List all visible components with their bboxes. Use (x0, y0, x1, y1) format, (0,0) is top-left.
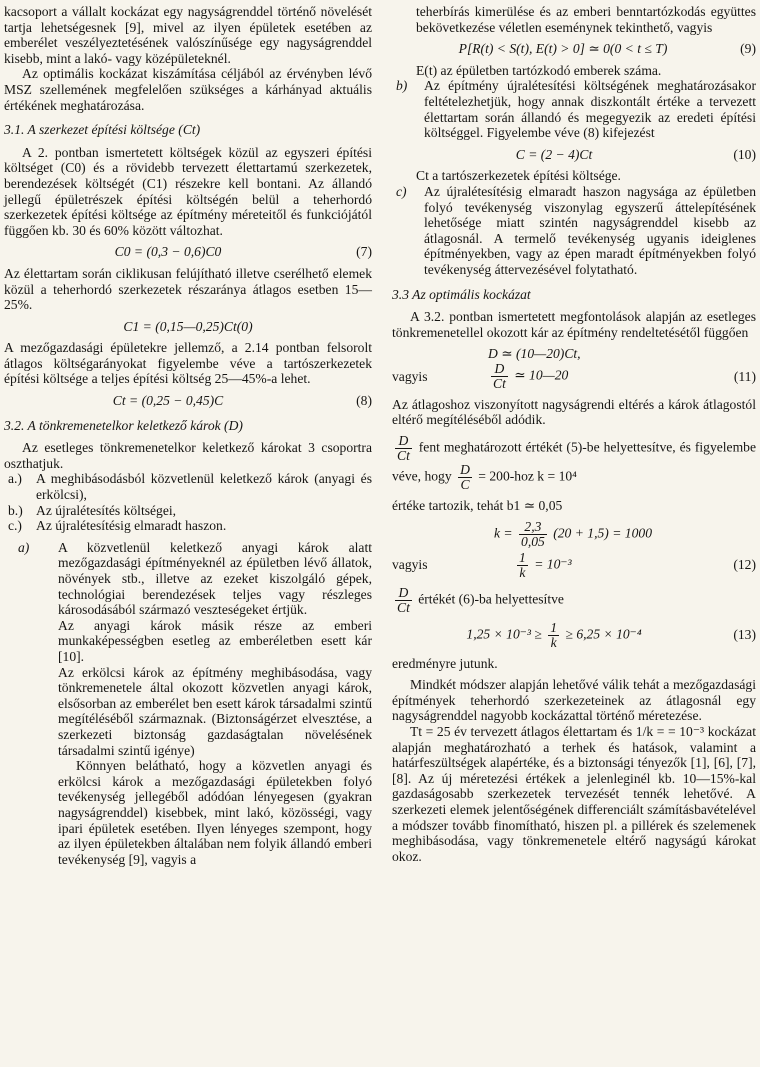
equation-7 (4, 244, 372, 260)
fraction: $\frac{1}{k}$ (519, 549, 526, 580)
equation-number: (8) (356, 393, 372, 409)
equation-formula: C = (2 − 4)Ct (515, 146, 593, 162)
subsection-c (392, 184, 756, 278)
list-label: a.) (8, 471, 22, 487)
equation-number: (12) (733, 557, 756, 573)
fraction: $\frac{D}{Ct}$ (397, 433, 410, 464)
paragraph: kacsoport a vállalt kockázat egy nagyságrenddel történő növelését tartja lehetségesnek [9], mivel az ilyen épületek esetében az emberélet veszélyeztetésének valószínűsége egy nagyságrenddel kisebb, mint a lakó- vagy középületeknél. (4, 4, 372, 66)
fraction: $\frac{D}{Ct}$ (493, 360, 506, 391)
list-item (4, 471, 372, 502)
fraction: $\frac{D}{C}$ (460, 462, 470, 493)
equation-13: 1,25 × 10⁻³ ≥ $\frac{1}{k}$ ≥ 6,25 × 10⁻⁴ (13) (466, 619, 756, 650)
equation-k: k = $\frac{2,3}{0,05}$ (20 + 1,5) = 1000 (494, 518, 652, 549)
equation-12: vagyis $\frac{1}{k}$ = 10⁻³ (12) (392, 549, 756, 580)
equation-formula: P[R(t) < S(t), E(t) > 0] ≃ 0(0 < t ≤ T) (458, 41, 668, 57)
paragraph (392, 586, 756, 615)
paragraph: Mindkét módszer alapján lehetővé válik tehát a mezőgazdasági építmények teherhordó szerkezeteinek az átlagosnál egy nagyságrenddel nagyobb kockázattal történő méretezése. (392, 677, 756, 724)
left-column (4, 4, 372, 867)
list-text: Az újralétesítésig elmaradt haszon. (36, 518, 227, 534)
fraction: $\frac{2,3}{0,05}$ (521, 518, 545, 549)
inline-text: fent meghatározott értékét (5)-be helyettesítve, és figyelembe véve, hogy (392, 439, 756, 484)
equation-formula: C1 = (0,15—0,25)Ct(0) (123, 318, 253, 334)
paragraph: Az újralétesítésig elmaradt haszon nagysága az épületben folyó tevékenység viszonylag egyszerű áttelepítésének lehetősége miatt szintén nagyságrenddel kisebb az átlagosnál. A termelő tevékenység ugyanis ideiglenes építményekben, vagy az épen maradt építményekben folyó tevékenység áttervezésével folytatható. (424, 183, 756, 277)
paragraph: Az átlagoshoz viszonyított nagyságrendi eltérés a károk átlagostól eltérő megítéléséből adódik. (392, 396, 756, 428)
paragraph: eredményre jutunk. (392, 655, 498, 671)
subsection-label: a) (18, 539, 30, 555)
paragraph: Az élettartam során ciklikusan felújítható illetve cserélhető elemek közül a teherhordó szerkezetek részaránya átlagos esetben 15—25%. (4, 265, 372, 313)
paragraph: A közvetlenül keletkező anyagi károk alatt mezőgazdasági építményeknél az épületben lévő állatok, növények stb., illetve az ezeket kiszolgáló gépek, technológiai berendezések teljes vagy részleges károsodásából származó veszteségeket értjük. (58, 539, 372, 618)
equation-number: (7) (356, 244, 372, 260)
paragraph: Könnyen belátható, hogy a közvetlen anyagi és erkölcsi károk a mezőgazdasági épületekben folyó tevékenység jellegéből adódóan lényegesen (gyakran nagyságrenddel) kisebbek, mint lakó, közösségi, vagy ipari épületek esetében. Ilyen lényeges szempont, hogy az ilyen épületekben általában nem folyik állandó emberi tevékenység [9], vagyis a (58, 758, 372, 867)
fraction: $\frac{D}{Ct}$ (397, 584, 410, 615)
equation-11a (392, 346, 756, 362)
equation-number: (13) (733, 627, 756, 643)
equation-formula: ≃ 10—20 (514, 367, 569, 383)
equation-10 (392, 147, 756, 163)
paragraph: értéke tartozik, tehát b1 ≃ 0,05 (392, 498, 563, 514)
paragraph: Az esetleges tönkremenetelkor keletkező károkat 3 csoportra oszthatjuk. (4, 440, 372, 471)
equation-word: vagyis (392, 368, 428, 384)
list-item (4, 518, 372, 534)
paragraph: A 2. pontban ismertetett költségek közül az egyszeri építési költséget (C0) és a rövidebb tervezett élettartamú szerkezetek, berendezések költségét (C1) részekre kell bontani. Az állandó jellegű épületrészek építési költségén belül a teherhordó szerkezetek építési költsége az építmény méreteitől és funkciójától függően kb. 30 és 60% között változhat. (4, 144, 372, 238)
paragraph: A mezőgazdasági épületekre jellemző, a 2.14 pontban felsorolt átlagos költségarányokat figyelembe véve a tartószerkezetek építési költsége a teljes építési költség 25—45%-a lehet. (4, 340, 372, 387)
paragraph: Az erkölcsi károk az építmény meghibásodása, vagy tönkremenetele által okozott közvetlen anyagi károk, elsősorban az emberélet ben esett károk társadalmi szintű megítéléséből származnak. (Biztonságérzet elvesztése, a szerkezeti biztonság gazdaságtalan növelésének társadalmi szintű igénye) (58, 664, 372, 758)
inline-text: értékét (6)-ba helyettesítve (418, 591, 564, 607)
paragraph: Tt = 25 év tervezett átlagos élettartam és 1/k = = 10⁻³ kockázat alapján meghatározható a terhek és hatások, valamint a határfeszültségek alapértéke, és a biztonsági tényezők [1], [6], [7], [8]. Az új méretezési értékek a jelenleginél kb. 10—15%-kal gazdaságosabb szerkezetek tervezését tennék lehetővé. A szerkezeti elemek jelentőségének differenciált számításbavételével a módszer tovább finomítható, hiszen pl. a pillérek és szelemenek meghibásodása, vagy tönkremenetele eltérő nagyságú károkat okoz. (392, 724, 756, 864)
equation-9 (392, 41, 756, 57)
paragraph: Az optimális kockázat kiszámítása céljából az érvényben lévő MSZ szellemének megfelelően szükséges a kárhányad aktuális értékének meghatározása. (4, 66, 372, 113)
equation-c1 (4, 319, 372, 335)
subsection-a (4, 540, 372, 867)
equation-number: (9) (740, 41, 756, 57)
paragraph (392, 434, 756, 492)
fraction: $\frac{1}{k}$ (550, 619, 558, 650)
paragraph: E(t) az épületben tartózkodó emberek száma. (416, 62, 662, 78)
equation-number: (11) (733, 368, 756, 384)
list-text: A meghibásodásból közvetlenül keletkező károk (anyagi és erkölcsi), (36, 471, 372, 503)
equation-8 (4, 393, 372, 409)
list-label: c.) (8, 518, 22, 534)
equation-number: (10) (733, 146, 756, 162)
list-text: Az újralétesítés költségei, (36, 502, 177, 518)
list-label: b.) (8, 502, 23, 518)
list-item (4, 503, 372, 519)
equation-formula: Ct = (0,25 − 0,45)C (112, 393, 224, 409)
paragraph: teherbírás kimerülése és az emberi benntartózkodás együttes bekövetkezése véletlen eseménynek tekinthető, vagyis (416, 4, 756, 35)
right-column (392, 4, 756, 864)
equation-11 (392, 362, 756, 391)
equation-word: vagyis (392, 557, 428, 573)
subsection-b (392, 78, 756, 140)
section-heading-3-1: 3.1. A szerkezet építési költsége (Ct) (4, 122, 201, 138)
paragraph: Az anyagi károk másik része az emberi munkaképességben esetleg az emberéletben esett kár [10]. (58, 617, 372, 664)
section-heading-3-2: 3.2. A tönkremenetelkor keletkező károk (D) (4, 417, 243, 433)
subsection-label: c) (396, 183, 407, 199)
subsection-body (58, 540, 372, 867)
paragraph: Az építmény újralétesítési költségének meghatározásakor feltételezhetjük, hogy annak diszkontált értéke a tervezett élettartam során állandó és megegyezik az eredeti építési költséggel. Figyelembe véve (8) kifejezést (424, 78, 756, 141)
paragraph: A 3.2. pontban ismertetett megfontolások alapján az esetleges tönkremenetellel okozott kár az építmény rendeltetésétől függően (392, 309, 756, 340)
inline-text: = 200-hoz k = 10⁴ (478, 468, 577, 484)
equation-formula: D ≃ (10—20)Ct, (488, 346, 581, 362)
equation-formula: C0 = (0,3 − 0,6)C0 (114, 244, 222, 260)
subsection-label: b) (396, 78, 408, 94)
paragraph: Ct a tartószerkezetek építési költsége. (416, 168, 621, 184)
section-heading-3-3: 3.3 Az optimális kockázat (392, 286, 531, 302)
